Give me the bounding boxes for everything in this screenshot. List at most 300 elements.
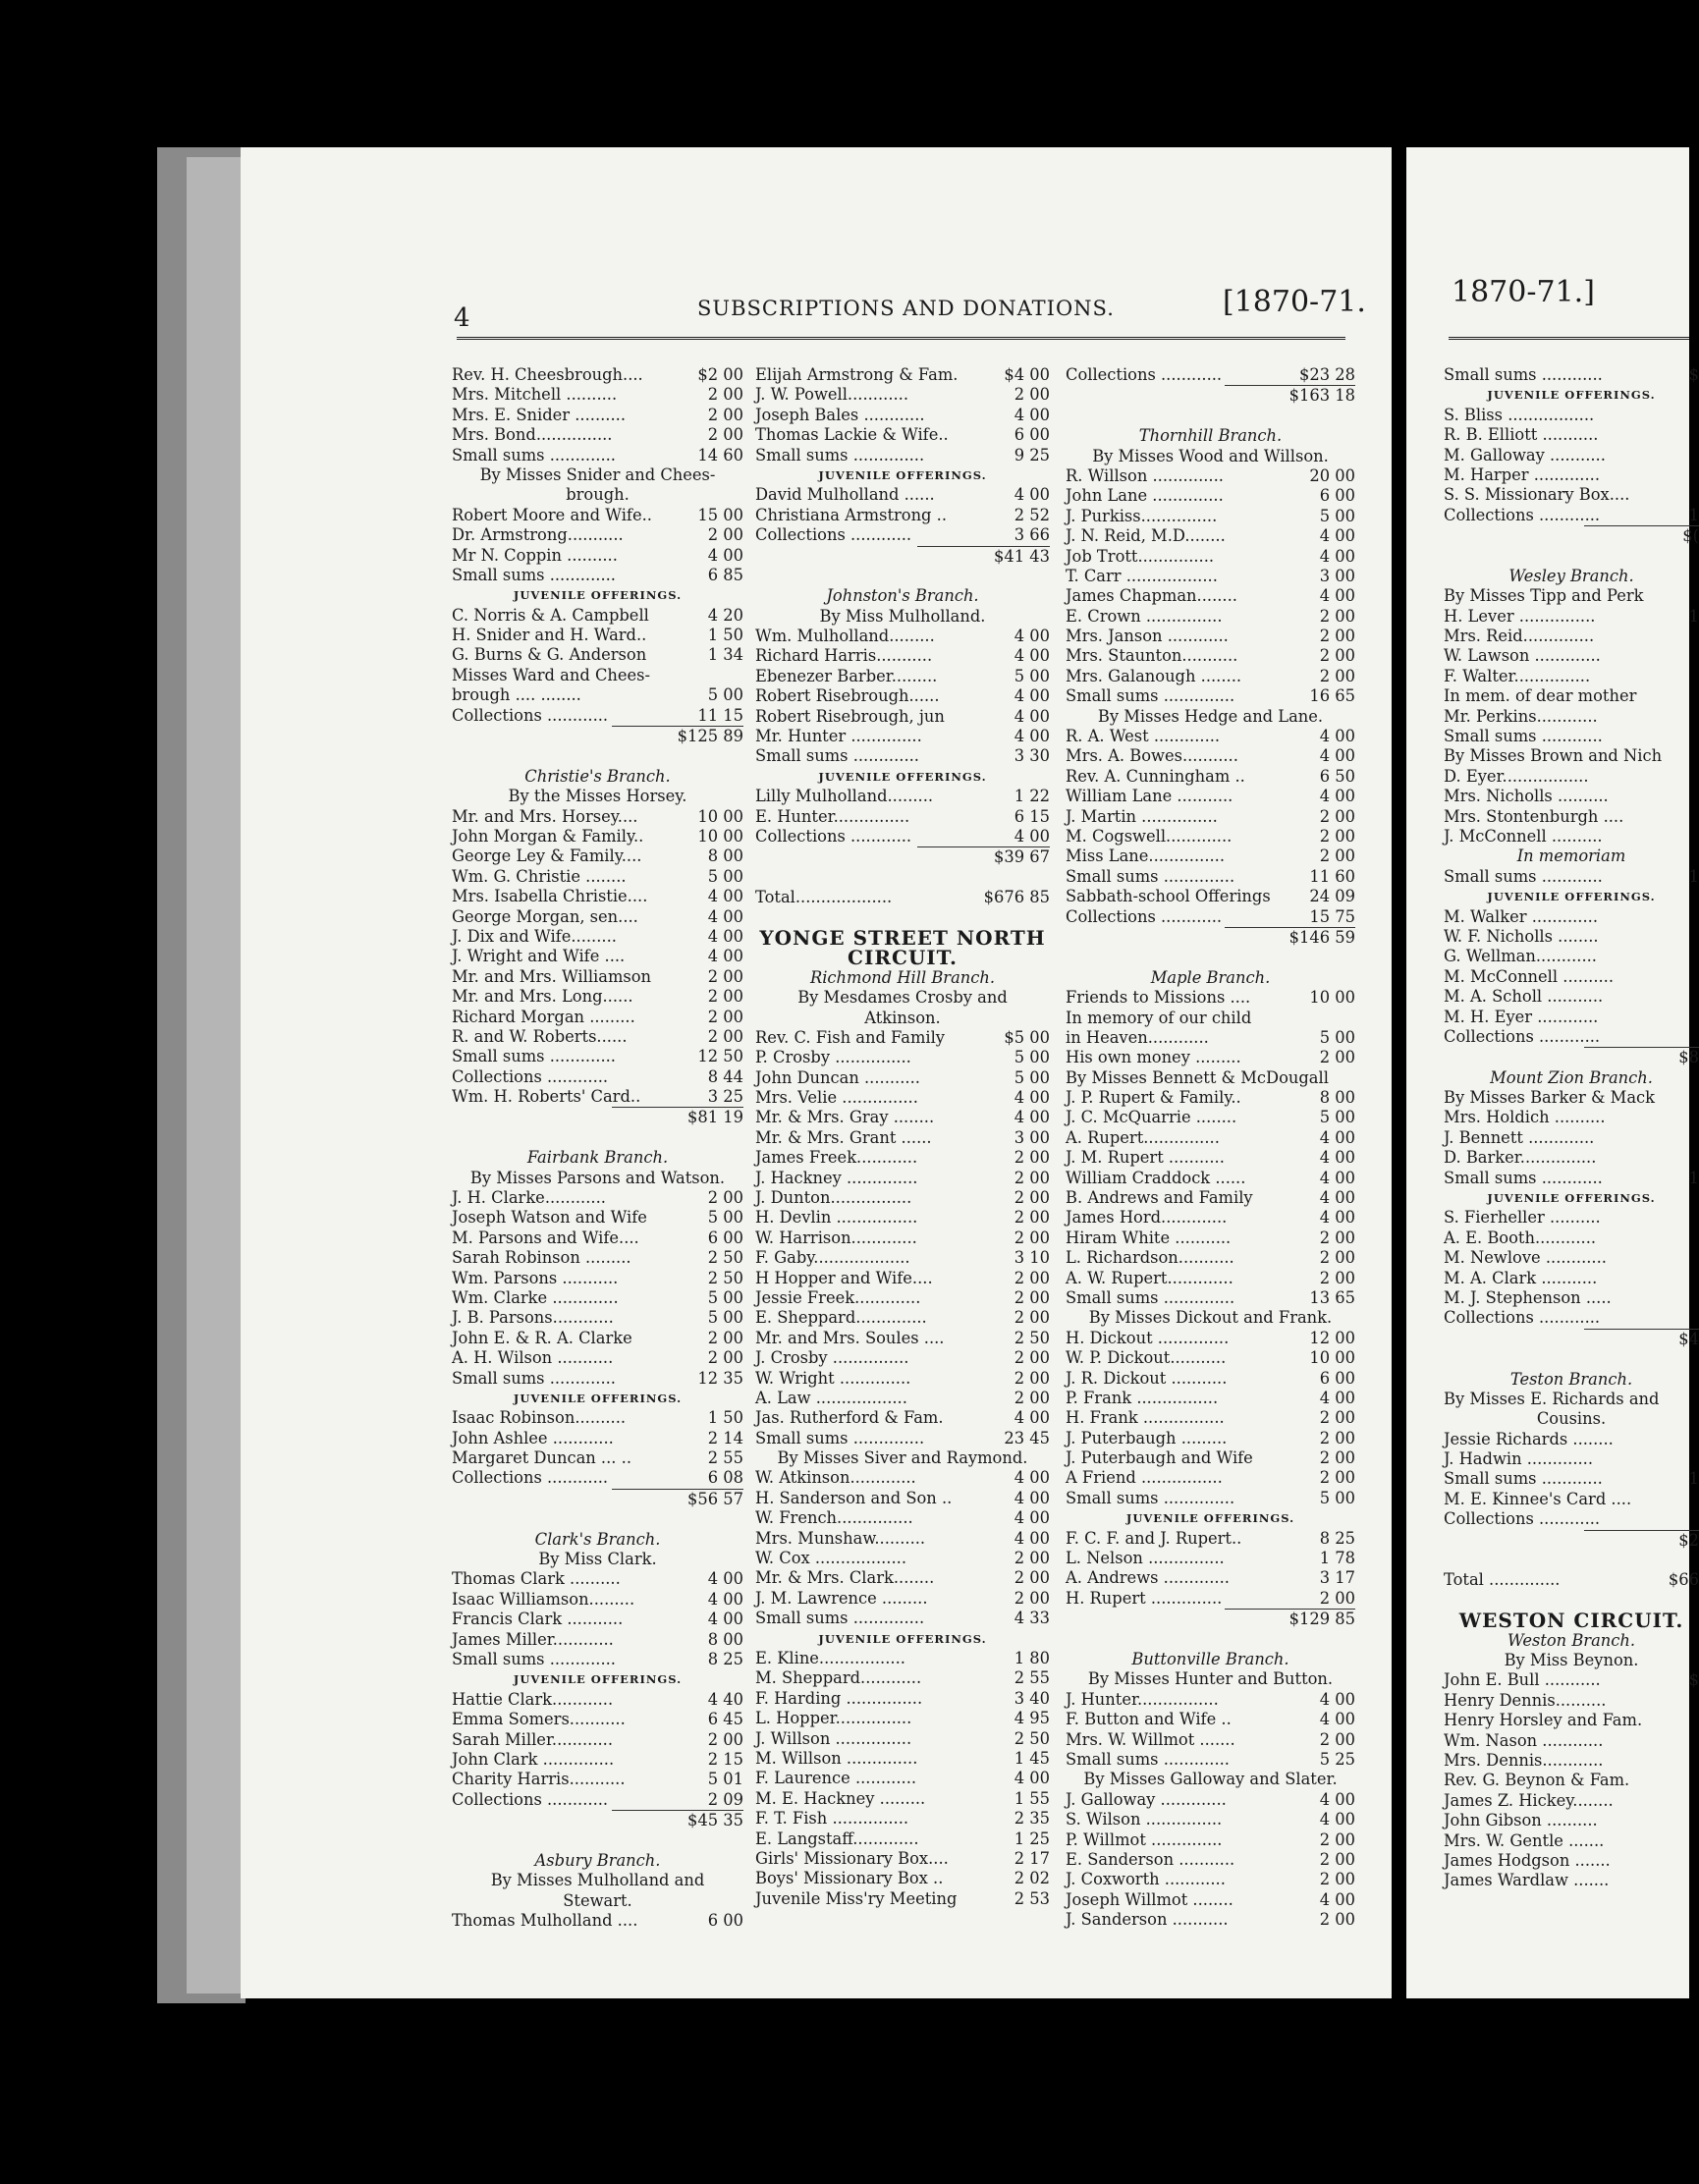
collector-line: By Misses Hunter and Button. <box>1087 1669 1334 1689</box>
entry-row <box>755 485 1050 505</box>
entry-name: Small sums ............. <box>755 746 919 766</box>
entry-row <box>452 385 743 405</box>
entry-name: Richard Morgan ......... <box>452 1007 635 1026</box>
entry-name: Collections ............ <box>1066 906 1223 926</box>
entry-amount: 2 00 <box>1319 606 1355 626</box>
entry-name: J. Crosby ............... <box>755 1348 909 1368</box>
entry-amount: 2 00 <box>1319 1829 1355 1849</box>
entry-name: Small sums ............ <box>1444 727 1603 746</box>
entry-row <box>452 927 743 947</box>
entry-row <box>1444 927 1699 947</box>
entry-amount: 8 00 <box>707 846 743 866</box>
entry-row <box>755 446 1050 465</box>
entry-amount: 4 00 <box>1014 686 1050 706</box>
entry-row <box>1066 1549 1355 1568</box>
entry-name: Joseph Willmot ........ <box>1066 1889 1233 1909</box>
entry-amount: 4 33 <box>1014 1609 1050 1628</box>
entry-amount: 5 00 <box>1319 1488 1355 1507</box>
entry-amount: 4 00 <box>1319 1127 1355 1147</box>
entry-amount: 8 44 <box>707 1066 743 1086</box>
entry-name: H. Rupert .............. <box>1066 1588 1223 1608</box>
entry-row <box>1066 1228 1355 1248</box>
spacer <box>1444 547 1699 567</box>
collector-line: brough. <box>566 485 630 505</box>
entry-name: J. Willson ............... <box>755 1728 912 1748</box>
entry-amount: 8 25 <box>707 1650 743 1668</box>
entry-name: brough .... ........ <box>452 685 581 705</box>
entry-amount: 2 00 <box>1319 666 1355 685</box>
branch-total: $2 <box>1584 1530 1699 1551</box>
entry-amount: 2 00 <box>1014 1168 1050 1187</box>
spacer <box>1066 948 1355 967</box>
entry-amount: 5 00 <box>707 866 743 886</box>
entry-row <box>1066 1529 1355 1549</box>
entry-row <box>1444 1449 1699 1469</box>
entry-amount: 1 <box>1688 606 1699 626</box>
column-4 <box>1444 365 1699 1891</box>
entry-row <box>1066 1188 1355 1208</box>
entry-amount: 2 00 <box>707 385 743 405</box>
entry-name: A. Rupert............... <box>1066 1127 1220 1147</box>
entry-name: J. M. Lawrence ......... <box>755 1588 928 1608</box>
entry-row <box>755 1869 1050 1888</box>
entry-amount: 5 00 <box>1319 1027 1355 1047</box>
entry-name: Mrs. Velie ............... <box>755 1088 918 1108</box>
entry-name: P. Willmot .............. <box>1066 1829 1223 1849</box>
entry-amount: 2 50 <box>707 1268 743 1287</box>
entry-name: W. Wright .............. <box>755 1368 911 1388</box>
entry-amount: 2 00 <box>707 987 743 1007</box>
entry-row <box>1066 988 1355 1008</box>
entry-name: M. Galloway ........... <box>1444 445 1606 464</box>
header-rule <box>457 337 1345 340</box>
collector-line: By Misses Galloway and Slater. <box>1083 1770 1338 1789</box>
branch-heading: Maple Branch. <box>1150 967 1271 987</box>
entry-name: John Morgan & Family.. <box>452 826 644 846</box>
entry-row <box>755 525 1050 545</box>
entry-amount: 2 00 <box>1014 1208 1050 1228</box>
entry-amount: 24 09 <box>1309 887 1355 906</box>
entry-amount: 5 00 <box>707 1308 743 1328</box>
entry-row <box>452 666 743 685</box>
entry-amount: 1 <box>1688 505 1699 524</box>
entry-name: Robert Risebrough...... <box>755 686 940 706</box>
entry-row <box>755 746 1050 766</box>
entry-row <box>452 947 743 966</box>
entry-row <box>755 707 1050 727</box>
entry-name: J. W. Powell............ <box>755 385 909 405</box>
entry-name: Mrs. A. Bowes........... <box>1066 746 1238 766</box>
entry-row <box>755 406 1050 425</box>
entry-amount: 2 00 <box>707 1729 743 1749</box>
entry-amount: 2 00 <box>1319 1849 1355 1869</box>
entry-row <box>755 1389 1050 1408</box>
entry-name: M. Walker ............. <box>1444 906 1598 926</box>
entry-row <box>755 888 1050 907</box>
entry-row <box>755 1348 1050 1368</box>
entry-amount: 4 40 <box>707 1689 743 1709</box>
entry-row <box>452 1630 743 1650</box>
entry-amount: 2 00 <box>1014 1568 1050 1588</box>
entry-amount: 2 17 <box>1014 1848 1050 1868</box>
branch-heading: Mount Zion Branch. <box>1490 1067 1653 1087</box>
entry-row <box>1444 1811 1699 1830</box>
entry-name: F. Walter............... <box>1444 666 1591 685</box>
entry-amount: 2 00 <box>1319 1228 1355 1247</box>
entry-row <box>1066 507 1355 526</box>
entry-name: Small sums ............. <box>452 1368 616 1388</box>
entry-row <box>452 1369 743 1389</box>
entry-row <box>1444 1088 1699 1108</box>
entry-name: George Ley & Family.... <box>452 846 642 866</box>
entry-name: S. Bliss ................. <box>1444 405 1595 424</box>
entry-name: Richard Harris........... <box>755 646 933 666</box>
entry-row <box>755 1088 1050 1108</box>
entry-row <box>1444 767 1699 787</box>
entry-row <box>452 987 743 1007</box>
entry-row <box>1066 1690 1355 1710</box>
entry-amount: 4 00 <box>1319 1689 1355 1709</box>
entry-row <box>1066 486 1355 506</box>
entry-name: Small sums .............. <box>755 445 925 464</box>
entry-row <box>1444 667 1699 686</box>
entry-name: Small sums .............. <box>1066 686 1235 706</box>
entry-row <box>1066 767 1355 787</box>
entry-row <box>1066 807 1355 827</box>
entry-row <box>755 1228 1050 1248</box>
entry-amount: 2 00 <box>1014 1268 1050 1287</box>
entry-row <box>1066 787 1355 806</box>
entry-amount: 10 00 <box>1309 988 1355 1008</box>
entry-name: F. C. F. and J. Rupert.. <box>1066 1528 1242 1548</box>
book-edge-inner <box>187 157 246 1993</box>
entry-amount: 2 00 <box>1319 1268 1355 1287</box>
entry-name: Job Trott............... <box>1066 546 1215 566</box>
entry-amount: 3 66 <box>1014 525 1050 545</box>
entry-name: J. B. Parsons............ <box>452 1308 614 1328</box>
entry-row <box>755 1709 1050 1728</box>
entry-row <box>452 1208 743 1228</box>
entry-amount: 4 00 <box>1014 727 1050 746</box>
section-label: JUVENILE OFFERINGS. <box>1125 1511 1295 1526</box>
entry-name: His own money ......... <box>1066 1048 1241 1067</box>
entry-name: M. H. Eyer ............ <box>1444 1007 1599 1026</box>
entry-row <box>755 1549 1050 1568</box>
entry-name: James Hord............. <box>1066 1208 1228 1228</box>
entry-row <box>755 1829 1050 1849</box>
entry-amount: 4 00 <box>1014 1468 1050 1488</box>
entry-row <box>755 1169 1050 1188</box>
entry-row <box>1444 1509 1699 1529</box>
entry-amount: 4 00 <box>1014 826 1050 846</box>
entry-amount: 5 25 <box>1319 1749 1355 1769</box>
entry-amount: 2 00 <box>1319 627 1355 646</box>
entry-row <box>452 1730 743 1750</box>
entry-amount: 4 00 <box>1319 727 1355 746</box>
entry-amount: 4 00 <box>1014 485 1050 505</box>
entry-name: Henry Dennis.......... <box>1444 1690 1607 1710</box>
entry-amount: 3 00 <box>1319 566 1355 585</box>
entry-row <box>452 506 743 525</box>
entry-row <box>1066 846 1355 866</box>
entry-amount: 6 50 <box>1319 766 1355 786</box>
entry-amount: 2 55 <box>1014 1668 1050 1688</box>
branch-heading: Asbury Branch. <box>534 1850 661 1870</box>
entry-name: M. Willson .............. <box>755 1748 918 1768</box>
section-label: JUVENILE OFFERINGS. <box>513 588 683 603</box>
entry-amount: 2 09 <box>707 1789 743 1809</box>
entry-row <box>1444 1390 1699 1409</box>
column-1 <box>452 365 743 1931</box>
entry-row <box>755 1068 1050 1088</box>
entry-amount: 2 00 <box>1319 826 1355 846</box>
entry-amount: 13 65 <box>1309 1287 1355 1307</box>
entry-amount: 6 45 <box>707 1710 743 1729</box>
entry-row <box>1444 1490 1699 1509</box>
entry-row <box>1066 1288 1355 1308</box>
entry-name: By Misses Brown and Nich <box>1444 746 1663 766</box>
spacer <box>1444 1591 1699 1611</box>
entry-row <box>452 1348 743 1368</box>
entry-name: Emma Somers........... <box>452 1710 626 1729</box>
entry-row <box>1444 746 1699 766</box>
entry-name: Collections ............ <box>1444 1308 1601 1328</box>
entry-row <box>452 1248 743 1268</box>
entry-amount: 2 00 <box>1014 1388 1050 1407</box>
entry-name: D. Barker............... <box>1444 1148 1597 1168</box>
entry-name: Mr. & Mrs. Grant ...... <box>755 1127 932 1147</box>
entry-name: F. T. Fish ............... <box>755 1809 909 1829</box>
entry-name: M. Parsons and Wife.... <box>452 1228 639 1247</box>
entry-name: John Ashlee ............ <box>452 1428 614 1447</box>
entry-name: J. Hadwin ............. <box>1444 1449 1594 1469</box>
entry-row <box>1444 807 1699 827</box>
entry-amount: 2 02 <box>1014 1869 1050 1888</box>
entry-amount: 2 35 <box>1014 1809 1050 1829</box>
entry-row <box>452 1690 743 1710</box>
entry-name: Joseph Bales ............ <box>755 405 925 424</box>
branch-heading: Weston Branch. <box>1507 1630 1636 1650</box>
entry-name: Mrs. Staunton........... <box>1066 646 1238 666</box>
entry-amount: 4 00 <box>1014 1088 1050 1108</box>
entry-row <box>1444 1169 1699 1188</box>
entry-amount: 2 00 <box>1014 1308 1050 1328</box>
branch-heading: Christie's Branch. <box>524 766 671 786</box>
section-label: JUVENILE OFFERINGS. <box>818 769 987 784</box>
entry-name: Small sums ............. <box>452 565 616 584</box>
entry-name: John Gibson .......... <box>1444 1811 1598 1830</box>
entry-row <box>452 1429 743 1448</box>
entry-row <box>1066 1870 1355 1889</box>
entry-amount: 10 00 <box>1309 1348 1355 1368</box>
entry-name: B. Andrews and Family <box>1066 1188 1253 1208</box>
entry-name: Margaret Duncan ... .. <box>452 1448 631 1468</box>
branch-heading: Wesley Branch. <box>1508 566 1634 585</box>
entry-row <box>1444 1570 1699 1590</box>
entry-row <box>1066 646 1355 666</box>
entry-name: Small sums ............ <box>1444 365 1603 384</box>
entry-name: G. Burns & G. Anderson <box>452 645 647 665</box>
entry-row <box>452 425 743 445</box>
entry-row <box>755 827 1050 846</box>
entry-name: in Heaven............ <box>1066 1027 1209 1047</box>
entry-name: C. Norris & A. Campbell <box>452 605 649 625</box>
entry-row <box>755 1769 1050 1788</box>
entry-name: S. Fierheller .......... <box>1444 1208 1601 1228</box>
entry-row <box>755 667 1050 686</box>
entry-row <box>755 1489 1050 1508</box>
entry-name: John Lane .............. <box>1066 486 1224 506</box>
entry-amount: 1 50 <box>707 1408 743 1428</box>
entry-row <box>452 546 743 566</box>
entry-amount: 8 25 <box>1319 1528 1355 1548</box>
entry-amount: 6 00 <box>1319 486 1355 506</box>
entry-name: L. Richardson........... <box>1066 1248 1234 1268</box>
entry-row <box>1066 1910 1355 1930</box>
entry-amount: 5 00 <box>1319 506 1355 525</box>
entry-amount: 10 00 <box>697 806 743 826</box>
entry-row <box>1444 1871 1699 1890</box>
entry-name: R. Willson .............. <box>1066 465 1224 485</box>
entry-amount: 6 00 <box>1014 425 1050 445</box>
entry-row <box>1444 727 1699 746</box>
entry-name: James Miller............ <box>452 1629 614 1649</box>
entry-name: Mrs. Dennis............ <box>1444 1750 1604 1770</box>
entry-amount: 2 00 <box>1014 1348 1050 1368</box>
entry-name: M. E. Kinnee's Card .... <box>1444 1489 1632 1508</box>
entry-amount: 2 00 <box>707 1188 743 1208</box>
entry-row <box>452 807 743 827</box>
entry-row <box>1444 1228 1699 1248</box>
spacer <box>452 746 743 766</box>
entry-name: Thomas Clark .......... <box>452 1569 621 1589</box>
collector-line: By Mesdames Crosby and <box>797 988 1008 1008</box>
entry-amount: 2 00 <box>707 405 743 424</box>
entry-amount: 2 00 <box>707 425 743 445</box>
entry-amount: 9 25 <box>1014 445 1050 464</box>
entry-amount: 10 00 <box>697 826 743 846</box>
entry-amount: 2 00 <box>1319 1870 1355 1889</box>
entry-amount: 1 50 <box>707 626 743 645</box>
entry-amount: 2 00 <box>1319 646 1355 666</box>
entry-amount: 2 00 <box>707 1328 743 1347</box>
entry-amount: 12 00 <box>1309 1328 1355 1347</box>
entry-row <box>452 406 743 425</box>
entry-amount: 2 00 <box>1014 1188 1050 1208</box>
entry-row <box>1066 1009 1355 1028</box>
branch-heading: Richmond Hill Branch. <box>809 967 996 987</box>
entry-row <box>755 1649 1050 1668</box>
entry-row <box>452 1569 743 1589</box>
entry-row <box>755 1668 1050 1688</box>
spacer <box>452 1128 743 1148</box>
entry-name: A. Law .................. <box>755 1388 907 1407</box>
entry-amount: 1 45 <box>1014 1748 1050 1768</box>
entry-name: J. Coxworth ............ <box>1066 1870 1226 1889</box>
entry-amount: 2 00 <box>1319 806 1355 826</box>
entry-row <box>1444 607 1699 627</box>
entry-name: J. Puterbaugh and Wife <box>1066 1448 1253 1468</box>
entry-amount: 4 00 <box>1319 1208 1355 1228</box>
entry-amount: 23 45 <box>1004 1428 1050 1447</box>
entry-name: Mr. Perkins............ <box>1444 706 1598 726</box>
entry-row <box>452 1710 743 1729</box>
entry-name: L. Hopper............... <box>755 1709 912 1728</box>
entry-name: James Chapman........ <box>1066 586 1237 606</box>
entry-name: M. J. Stephenson ..... <box>1444 1287 1612 1307</box>
entry-amount: 4 00 <box>1319 546 1355 566</box>
entry-name: M. Cogswell............. <box>1066 826 1233 846</box>
entry-row <box>1444 1831 1699 1851</box>
entry-name: Mrs. Galanough ........ <box>1066 666 1242 685</box>
section-label: JUVENILE OFFERINGS. <box>513 1391 683 1405</box>
entry-row <box>755 807 1050 827</box>
entry-name: Mrs. Nicholls .......... <box>1444 787 1609 806</box>
entry-name: By Misses Barker & Mack <box>1444 1088 1656 1108</box>
entry-row <box>1066 746 1355 766</box>
entry-amount: 4 20 <box>707 605 743 625</box>
entry-amount: 5 00 <box>1014 1067 1050 1087</box>
entry-amount: 4 00 <box>1319 1710 1355 1729</box>
collector-line: By Miss Beynon. <box>1504 1651 1639 1669</box>
column-2 <box>755 365 1050 1909</box>
entry-row <box>755 727 1050 746</box>
entry-amount: 6 00 <box>707 1228 743 1247</box>
entry-row <box>452 1650 743 1669</box>
entry-name: J. C. McQuarrie ........ <box>1066 1108 1237 1127</box>
collector-line: Cousins. <box>1536 1409 1607 1429</box>
entry-row <box>1066 1248 1355 1268</box>
entry-name: M. A. Clark ........... <box>1444 1268 1598 1287</box>
entry-row <box>452 525 743 545</box>
entry-amount: 15 00 <box>697 505 743 524</box>
entry-name: Mrs. W. Gentle ....... <box>1444 1830 1605 1850</box>
branch-heading: Buttonville Branch. <box>1131 1650 1289 1668</box>
entry-amount: 5 00 <box>1319 1108 1355 1127</box>
entry-row <box>755 506 1050 525</box>
entry-amount: 2 00 <box>1319 1729 1355 1749</box>
entry-name: A Friend ................ <box>1066 1468 1223 1488</box>
entry-amount: 12 50 <box>697 1047 743 1066</box>
branch-total: $163 18 <box>1225 385 1355 406</box>
entry-row <box>452 887 743 906</box>
entry-row <box>755 1308 1050 1328</box>
spacer <box>1444 1349 1699 1369</box>
entry-row <box>1444 1751 1699 1771</box>
entry-row <box>1444 967 1699 987</box>
entry-name: J. Hunter................ <box>1066 1689 1219 1709</box>
entry-amount: 3 25 <box>707 1087 743 1107</box>
entry-amount: 2 00 <box>1319 846 1355 866</box>
entry-name: G. Wellman............ <box>1444 947 1597 966</box>
entry-row <box>452 1448 743 1468</box>
entry-name: Jessie Richards ........ <box>1444 1429 1614 1448</box>
entry-amount: 4 00 <box>1014 1108 1050 1127</box>
entry-row <box>1444 627 1699 646</box>
entry-row <box>1444 686 1699 706</box>
entry-name: E. Langstaff............. <box>755 1829 919 1848</box>
entry-name: James Z. Hickey........ <box>1444 1790 1614 1810</box>
entry-name: Charity Harris........... <box>452 1770 626 1789</box>
entry-amount: 2 00 <box>1319 1910 1355 1930</box>
entry-row <box>452 706 743 726</box>
entry-row <box>1444 646 1699 666</box>
entry-row <box>1066 1068 1355 1088</box>
entry-row <box>452 1288 743 1308</box>
entry-name: T. Carr .................. <box>1066 566 1218 585</box>
entry-row <box>1066 1348 1355 1368</box>
entry-name: Small sums ............. <box>1066 1749 1230 1769</box>
